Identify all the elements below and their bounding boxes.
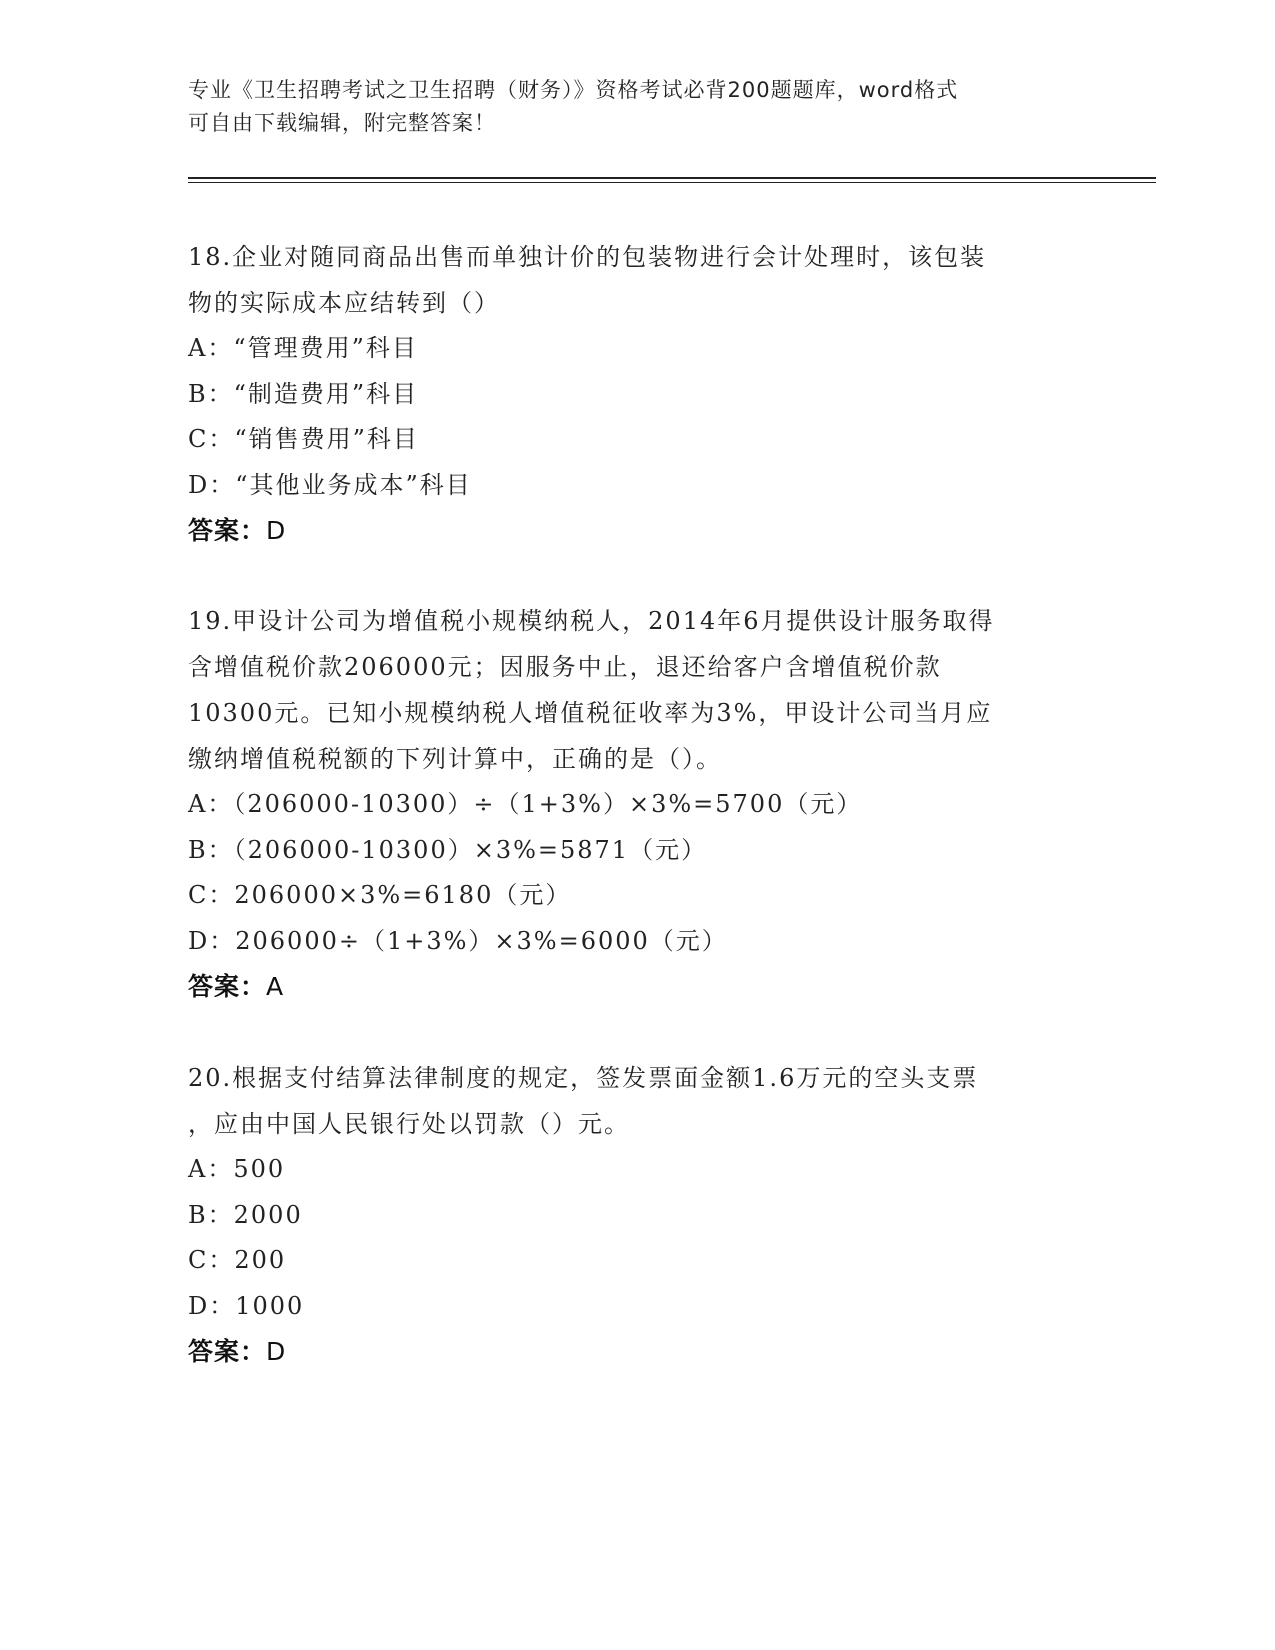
stem-line: 20.根据支付结算法律制度的规定，签发票面金额1.6万元的空头支票	[188, 1064, 979, 1092]
question-18	[188, 234, 1088, 554]
question-19	[188, 598, 1088, 1010]
option-b: B：2000	[188, 1200, 303, 1229]
answer-label: 答案：	[188, 516, 267, 545]
answer-value: A	[266, 972, 285, 1001]
stem-line: 18.企业对随同商品出售而单独计价的包装物进行会计处理时，该包装	[188, 243, 987, 271]
answer-value: D	[266, 516, 287, 545]
option-b: B：“制造费用”科目	[188, 379, 419, 408]
question-20	[188, 1055, 1088, 1375]
answer-value: D	[266, 1337, 287, 1366]
stem-line: 19.甲设计公司为增值税小规模纳税人，2014年6月提供设计服务取得	[188, 607, 995, 635]
stem-line: 10300元。已知小规模纳税人增值税征收率为3%，甲设计公司当月应	[188, 699, 993, 727]
answer-line	[188, 508, 1088, 554]
option-d: D：1000	[188, 1291, 305, 1320]
stem-line: ，应由中国人民银行处以罚款（）元。	[188, 1110, 630, 1138]
option-b: B：（206000-10300）×3%=5871（元）	[188, 835, 708, 864]
option-a: A：（206000-10300）÷（1+3%）×3%=5700（元）	[188, 790, 863, 818]
question-stem	[188, 598, 1088, 782]
answer-label: 答案：	[188, 1337, 267, 1366]
option-c: C：“销售费用”科目	[188, 425, 419, 453]
stem-line: 缴纳增值税税额的下列计算中，正确的是（）。	[188, 745, 722, 773]
answer-label: 答案：	[188, 972, 267, 1001]
header-line-2: 可自由下载编辑，附完整答案！	[188, 111, 496, 135]
option-a: A：500	[188, 1155, 286, 1183]
header-line-1: 专业《卫生招聘考试之卫生招聘（财务）》资格考试必背200题题库，word格式	[188, 78, 959, 102]
question-stem	[188, 234, 1088, 326]
answer-line	[188, 964, 1088, 1010]
stem-line: 物的实际成本应结转到（）	[188, 289, 500, 317]
option-a: A：“管理费用”科目	[188, 334, 418, 362]
document-header	[188, 74, 1068, 140]
option-d: D：206000÷（1+3%）×3%=6000（元）	[188, 926, 728, 955]
header-divider	[188, 177, 1156, 183]
question-stem	[188, 1055, 1088, 1147]
stem-line: 含增值税价款206000元；因服务中止，退还给客户含增值税价款	[188, 653, 942, 681]
option-d: D：“其他业务成本”科目	[188, 470, 472, 499]
answer-line	[188, 1329, 1088, 1375]
option-c: C：200	[188, 1246, 287, 1274]
option-c: C：206000×3%=6180（元）	[188, 881, 572, 909]
